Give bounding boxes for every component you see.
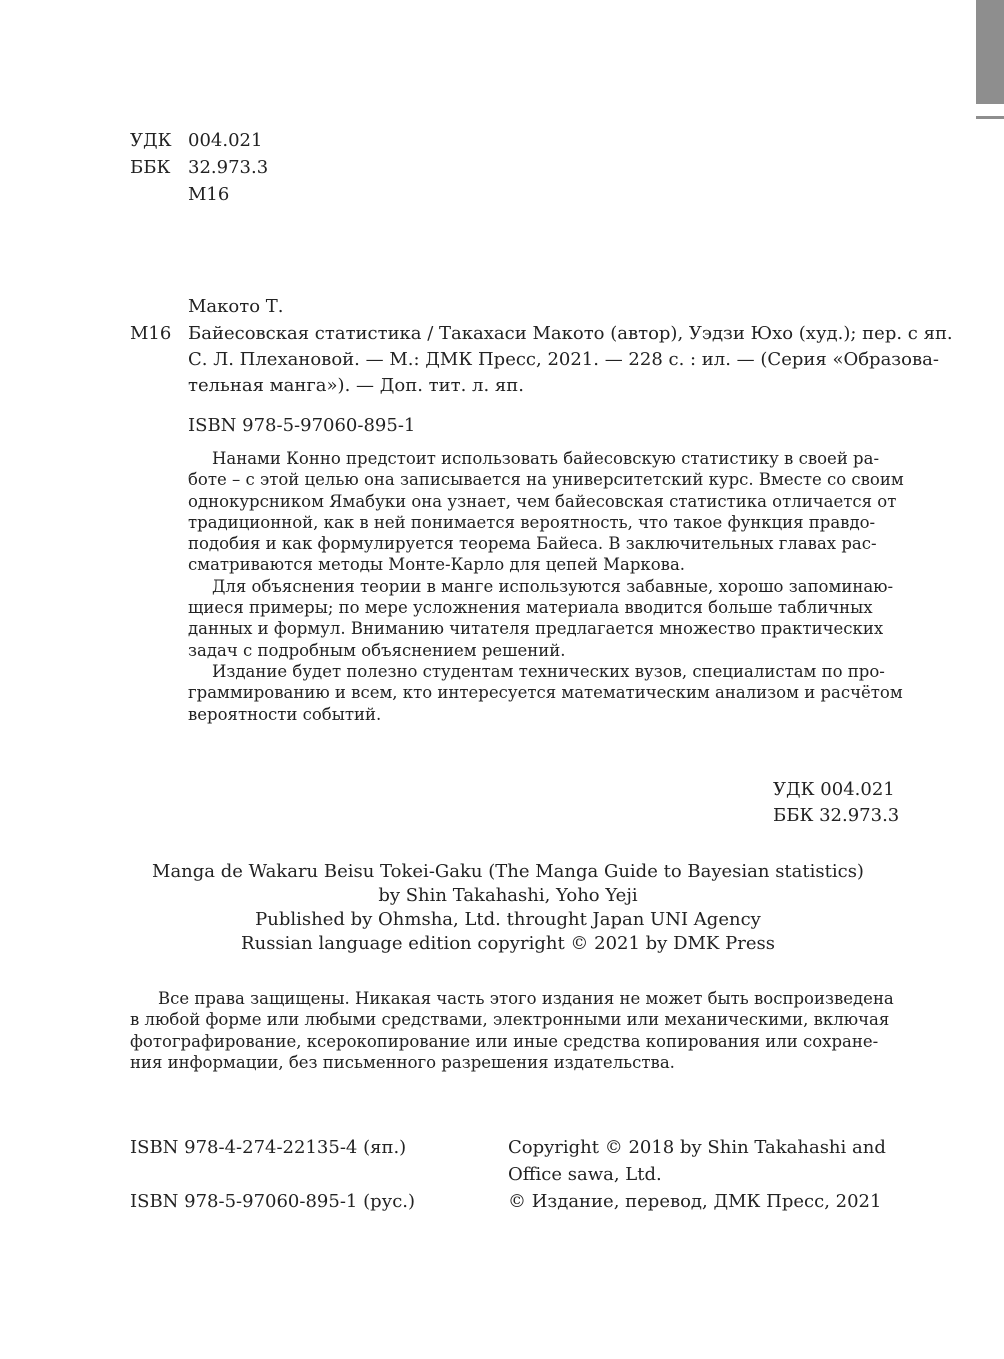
author-mark: М16 bbox=[188, 184, 230, 205]
annotation bbox=[188, 448, 904, 725]
entry-isbn: ISBN 978-5-97060-895-1 bbox=[188, 415, 416, 436]
annotation-line: подобия и как формулируется теорема Байеса. В заключительных главах рас- bbox=[188, 534, 877, 554]
bbk-right: ББК 32.973.3 bbox=[773, 805, 900, 826]
rights-line: фотографирование, ксерокопирование или иные средства копирования или сохране- bbox=[130, 1031, 879, 1051]
annotation-line: Нанами Конно предстоит использовать байесовскую статистику в своей ра- bbox=[212, 449, 880, 468]
annotation-line: боте – с этой целью она записывается на университетский курс. Вместе со своим bbox=[188, 470, 904, 490]
isbn-russian: ISBN 978-5-97060-895-1 (рус.) bbox=[130, 1191, 416, 1212]
udk-label: УДК bbox=[130, 130, 172, 151]
annotation-line: граммированию и всем, кто интересуется математическим анализом и расчётом bbox=[188, 683, 903, 703]
copyright-translation: © Издание, перевод, ДМК Пресс, 2021 bbox=[508, 1191, 882, 1212]
original-edition bbox=[130, 860, 886, 956]
entry-description bbox=[188, 321, 953, 399]
annotation-line: задач с подробным объяснением решений. bbox=[188, 640, 566, 660]
bbk-value: 32.973.3 bbox=[188, 157, 269, 178]
annotation-line: однокурсником Ямабуки она узнает, чем байесовская статистика отличается от bbox=[188, 491, 897, 511]
rights-line: Все права защищены. Никакая часть этого издания не может быть воспроизведена bbox=[158, 989, 894, 1008]
copyright-original-line1: Copyright © 2018 by Shin Takahashi and bbox=[508, 1137, 886, 1158]
entry-line: Байесовская статистика / Такахаси Макото (автор), Уэдзи Юхо (худ.); пер. с яп. bbox=[188, 323, 953, 344]
entry-line: С. Л. Плехановой. — М.: ДМК Пресс, 2021. — 228 с. : ил. — (Серия «Образова- bbox=[188, 349, 939, 370]
annotation-line: сматриваются методы Монте-Карло для цепей Маркова. bbox=[188, 555, 686, 575]
author-heading: Макото Т. bbox=[188, 296, 284, 317]
original-edition-line: Published by Ohmsha, Ltd. throught Japan UNI Agency bbox=[255, 909, 761, 930]
original-edition-line: by Shin Takahashi, Yoho Yeji bbox=[378, 885, 638, 906]
annotation-paragraph-1 bbox=[188, 448, 904, 576]
annotation-paragraph-2 bbox=[188, 576, 894, 661]
annotation-paragraph-3 bbox=[188, 661, 903, 725]
rights-line: ния информации, без письменного разрешения издательства. bbox=[130, 1052, 675, 1072]
annotation-line: Издание будет полезно студентам технических вузов, специалистам по про- bbox=[212, 661, 885, 681]
page-edge-rule bbox=[976, 116, 1004, 119]
annotation-line: вероятности событий. bbox=[188, 704, 382, 724]
annotation-line: Для объяснения теории в манге используются забавные, хорошо запоминаю- bbox=[212, 576, 894, 596]
entry-line: тельная манга»). — Доп. тит. л. яп. bbox=[188, 375, 524, 396]
udk-value: 004.021 bbox=[188, 130, 263, 151]
page-edge-tab bbox=[976, 0, 1004, 104]
isbn-japanese: ISBN 978-4-274-22135-4 (яп.) bbox=[130, 1137, 407, 1158]
copyright-original-line2: Office sawa, Ltd. bbox=[508, 1164, 662, 1185]
rights-line: в любой форме или любыми средствами, электронными или механическими, включая bbox=[130, 1010, 890, 1030]
rights-notice bbox=[130, 988, 894, 1073]
udk-right: УДК 004.021 bbox=[773, 779, 895, 800]
annotation-line: данных и формул. Вниманию читателя предлагается множество практических bbox=[188, 619, 884, 639]
original-edition-line: Manga de Wakaru Beisu Tokei-Gaku (The Manga Guide to Bayesian statistics) bbox=[152, 861, 864, 882]
entry-mark: М16 bbox=[130, 323, 172, 344]
annotation-line: традиционной, как в ней понимается вероятность, что такое функция правдо- bbox=[188, 512, 876, 532]
bbk-label: ББК bbox=[130, 157, 171, 178]
annotation-line: щиеся примеры; по мере усложнения материала вводится больше табличных bbox=[188, 598, 873, 618]
original-edition-line: Russian language edition copyright © 2021 by DMK Press bbox=[241, 933, 775, 954]
